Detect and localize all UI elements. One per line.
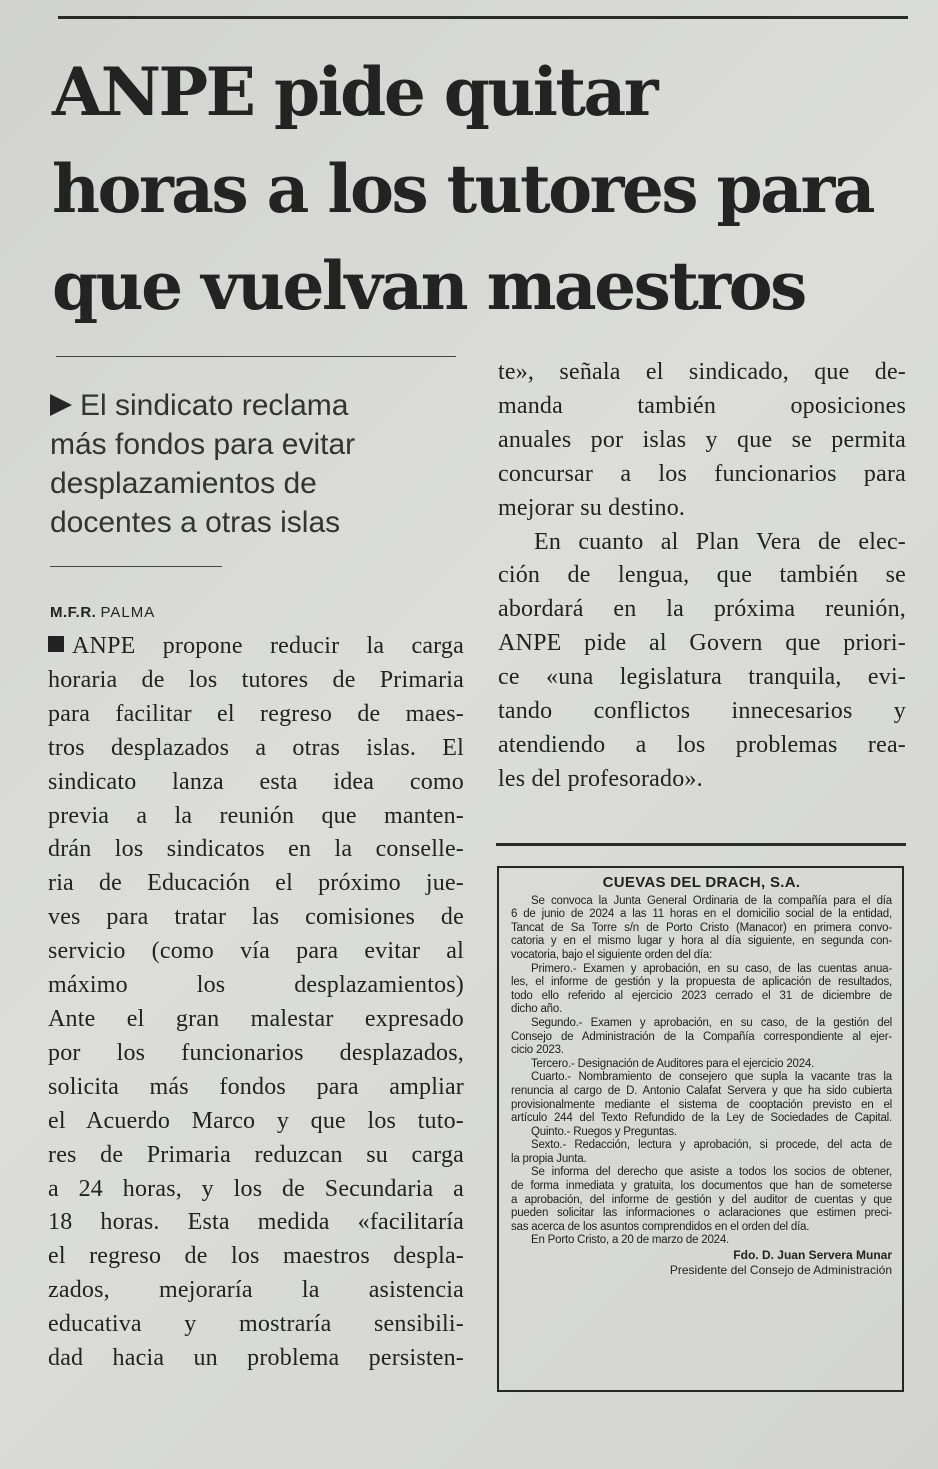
article-line: En cuanto al Plan Vera de elec- bbox=[534, 528, 906, 555]
headline bbox=[52, 44, 922, 335]
notice-line: vocatoria, bajo el siguiente orden del día: bbox=[511, 948, 713, 961]
notice-line: la propia Junta. bbox=[511, 1152, 587, 1165]
headline-line: ANPE pide quitar bbox=[52, 53, 657, 131]
notice-line: En Porto Cristo, a 20 de marzo de 2024. bbox=[531, 1234, 730, 1247]
article-line: solicita más fondos para ampliar bbox=[48, 1073, 464, 1100]
notice-line: pueden solicitar las informaciones o aclaraciones que estimen preci- bbox=[511, 1207, 892, 1220]
article-line: les del profesorado». bbox=[498, 765, 703, 792]
notice-line: Tercero.- Designación de Auditores para el ejercicio 2024. bbox=[531, 1057, 815, 1070]
signature-role: Presidente del Consejo de Administración bbox=[669, 1263, 892, 1278]
article-line: drán los sindicatos en la conselle- bbox=[48, 836, 464, 863]
signature-name: Fdo. D. Juan Servera Munar bbox=[733, 1248, 892, 1263]
byline-author: M.F.R. bbox=[50, 604, 97, 621]
legal-notice-box bbox=[497, 866, 904, 1392]
article-column-left bbox=[48, 630, 464, 1376]
notice-line: sas acerca de los asuntos comprendidos en el orden del día. bbox=[511, 1220, 810, 1233]
notice-signature bbox=[511, 1248, 892, 1278]
article-line: educativa y mostraría sensibili- bbox=[48, 1311, 464, 1338]
notice-line: les, el informe de gestión y la propuesta de aplicación de resultados, bbox=[511, 976, 892, 989]
notice-line: renuncia al cargo de D. Antonio Calafat Servera y que ha sido cubierta bbox=[511, 1084, 892, 1097]
article-line: dad hacia un problema persisten- bbox=[48, 1345, 464, 1372]
article-line: ANPE pide al Govern que priori- bbox=[498, 630, 906, 657]
article-line: mejorar su destino. bbox=[498, 494, 686, 521]
subhead-line: más fondos para evitar bbox=[50, 428, 356, 461]
subhead-rule bbox=[56, 356, 456, 357]
article-line: ce «una legislatura tranquila, evi- bbox=[498, 664, 906, 691]
notice-line: Tancat de Sa Torre s/n de Porto Cristo (Manacor) en primera convo- bbox=[511, 921, 892, 934]
notice-line: catoria y en el mismo lugar y hora al día siguiente, en segunda con- bbox=[511, 935, 892, 948]
subhead-line: docentes a otras islas bbox=[50, 506, 341, 539]
notice-line: cicio 2023. bbox=[511, 1044, 564, 1057]
article-line: el regreso de los maestros despla- bbox=[48, 1243, 464, 1270]
article-line: res de Primaria reduzcan su carga bbox=[48, 1141, 464, 1168]
article-line: tando conflictos innecesarios y bbox=[498, 698, 906, 725]
article-line: para facilitar el regreso de maes- bbox=[48, 700, 464, 727]
article-line: manda también oposiciones bbox=[498, 392, 906, 419]
article-line: el Acuerdo Marco y que los tuto- bbox=[48, 1107, 464, 1134]
article-line: a 24 horas, y los de Secundaria a bbox=[48, 1175, 464, 1202]
article-line: ción de lengua, que también se bbox=[498, 562, 906, 589]
triangle-bullet-icon bbox=[50, 394, 72, 416]
article-line: por los funcionarios desplazados, bbox=[48, 1039, 464, 1066]
notice-line: Primero.- Examen y aprobación, en su caso, de las cuentas anua- bbox=[531, 962, 892, 975]
byline-city: PALMA bbox=[100, 604, 156, 621]
headline-line: horas a los tutores para bbox=[52, 150, 873, 228]
notice-line: Quinto.- Ruegos y Preguntas. bbox=[531, 1125, 677, 1138]
notice-rule bbox=[496, 843, 906, 846]
article-line: horaria de los tutores de Primaria bbox=[48, 666, 464, 693]
notice-line: provisionalmente mediante el sistema de cooptación previsto en el bbox=[511, 1098, 892, 1111]
article-line: máximo los desplazamientos) bbox=[48, 972, 464, 999]
article-line: te», señala el sindicado, que de- bbox=[498, 359, 906, 385]
article-line: concursar a los funcionarios para bbox=[498, 460, 906, 487]
byline-rule bbox=[50, 566, 222, 567]
article-line: sindicato lanza esta idea como bbox=[48, 768, 464, 795]
notice-line: Se informa del derecho que asiste a todos los socios de obtener, bbox=[531, 1166, 892, 1179]
article-line: servicio (como vía para evitar al bbox=[48, 938, 464, 965]
article-line: tros desplazados a otras islas. El bbox=[48, 734, 464, 761]
notice-line: artículo 244 del Texto Refundido de la Ley de Sociedades de Capital. bbox=[511, 1112, 892, 1125]
article-line: ANPE propone reducir la carga bbox=[48, 630, 464, 664]
notice-line: de forma inmediata y gratuita, los documentos que han de someterse bbox=[511, 1180, 892, 1193]
notice-line: 6 de junio de 2024 a las 11 horas en el domicilio social de la entidad, bbox=[511, 908, 892, 921]
notice-line: dicho año. bbox=[511, 1003, 563, 1016]
notice-line: Se convoca la Junta General Ordinaria de la compañía para el día bbox=[531, 894, 892, 907]
article-line: abordará en la próxima reunión, bbox=[498, 596, 906, 623]
article-line: Ante el gran malestar expresado bbox=[48, 1005, 464, 1032]
notice-line: todo ello referido al ejercicio 2023 cerrado el 31 de diciembre de bbox=[511, 989, 892, 1002]
article-line: previa a la reunión que manten- bbox=[48, 802, 464, 829]
article-line: atendiendo a los problemas rea- bbox=[498, 731, 906, 758]
article-line: 18 horas. Esta medida «facilitaría bbox=[48, 1209, 464, 1236]
article-line: ria de Educación el próximo jue- bbox=[48, 870, 464, 897]
top-rule bbox=[58, 16, 908, 19]
subhead-line: El sindicato reclama bbox=[50, 386, 450, 425]
byline bbox=[50, 604, 155, 621]
notice-line: Consejo de Administración de la Compañía correspondiente al ejer- bbox=[511, 1030, 892, 1043]
notice-line: Segundo.- Examen y aprobación, en su caso, de la gestión del bbox=[531, 1016, 892, 1029]
article-column-right bbox=[498, 356, 906, 797]
article-line: zados, mejoraría la asistencia bbox=[48, 1277, 464, 1304]
article-line: ves para tratar las comisiones de bbox=[48, 904, 464, 931]
subhead-line: desplazamientos de bbox=[50, 467, 317, 500]
notice-line: Cuarto.- Nombramiento de consejero que supla la vacante tras la bbox=[531, 1071, 892, 1084]
notice-title: CUEVAS DEL DRACH, S.A. bbox=[602, 874, 801, 891]
notice-line: a aprobación, del informe de gestión y del auditor de cuentas y que bbox=[511, 1193, 892, 1206]
subhead bbox=[50, 386, 450, 542]
headline-line: que vuelvan maestros bbox=[52, 247, 805, 325]
notice-line: Sexto.- Redacción, lectura y aprobación, si procede, del acta de bbox=[531, 1139, 892, 1152]
article-line: anuales por islas y que se permita bbox=[498, 426, 906, 453]
square-bullet-icon bbox=[48, 636, 64, 652]
